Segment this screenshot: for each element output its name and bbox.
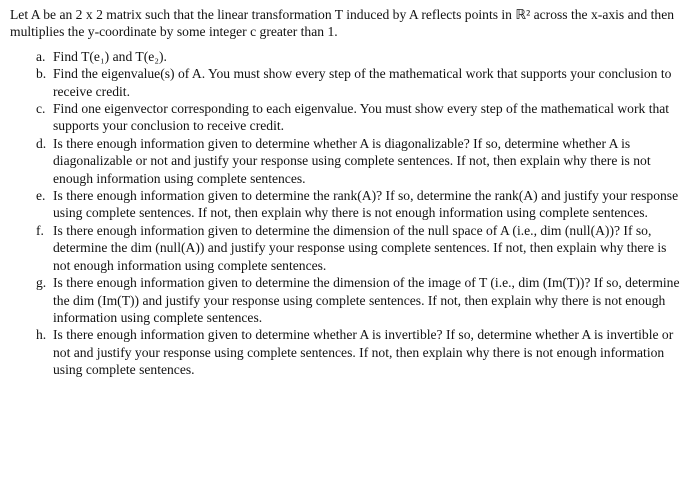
- question-letter: d.: [36, 135, 47, 151]
- question-text: Is there enough information given to determine the dimension of the null space of A (i.e., dim (null(A))? If so, determine the dim (null(A)) and justify your response using complete sentences. If not, then explain why there is not enough information using complete sentences.: [53, 222, 667, 273]
- question-text: Is there enough information given to determine the dimension of the image of T (i.e., dim (Im(T))? If so, determine the dim (Im(T)) and justify your response using complete sentences. If not, then explain why there is not enough information using complete sentences.: [53, 275, 680, 325]
- question-item-f: [36, 222, 684, 274]
- question-letter: b.: [36, 66, 47, 82]
- question-item-b: [36, 65, 684, 100]
- problem-intro: Let A be an 2 x 2 matrix such that the linear transformation T induced by A reflects points in ℝ² across the x-axis and then multiplies the y-coordinate by some integer c greater than 1.: [10, 7, 675, 40]
- question-letter: c.: [36, 101, 46, 117]
- question-list: [36, 48, 684, 379]
- question-text: Find one eigenvector corresponding to each eigenvalue. You must show every step of the mathematical work that supports your conclusion to receive credit.: [53, 101, 670, 134]
- question-letter: h.: [36, 327, 47, 343]
- question-text: Find T(e₁) and T(e₂).: [53, 48, 167, 64]
- question-item-h: [36, 326, 684, 378]
- question-letter: a.: [36, 48, 46, 64]
- question-text: Is there enough information given to determine whether A is invertible? If so, determine whether A is invertible or not and justify your response using complete sentences. If not, then explain why there is not enough information using complete sentences.: [53, 327, 674, 378]
- question-letter: f.: [36, 222, 44, 238]
- question-item-c: [36, 100, 684, 135]
- question-item-g: [36, 274, 684, 326]
- question-text: Is there enough information given to determine the rank(A)? If so, determine the rank(A) and justify your response using complete sentences. If not, then explain why there is not enough information using complete sentences.: [53, 188, 679, 221]
- question-item-e: [36, 187, 684, 222]
- question-letter: g.: [36, 275, 47, 291]
- question-item-a: [36, 48, 684, 65]
- question-text: Is there enough information given to determine whether A is diagonalizable? If so, determine whether A is diagonalizable or not and justify your response using complete sentences. If not, then explain why there is not enough information using complete sentences.: [53, 135, 651, 186]
- question-text: Find the eigenvalue(s) of A. You must show every step of the mathematical work that supports your conclusion to receive credit.: [53, 66, 672, 99]
- question-item-d: [36, 135, 684, 187]
- question-letter: e.: [36, 188, 46, 204]
